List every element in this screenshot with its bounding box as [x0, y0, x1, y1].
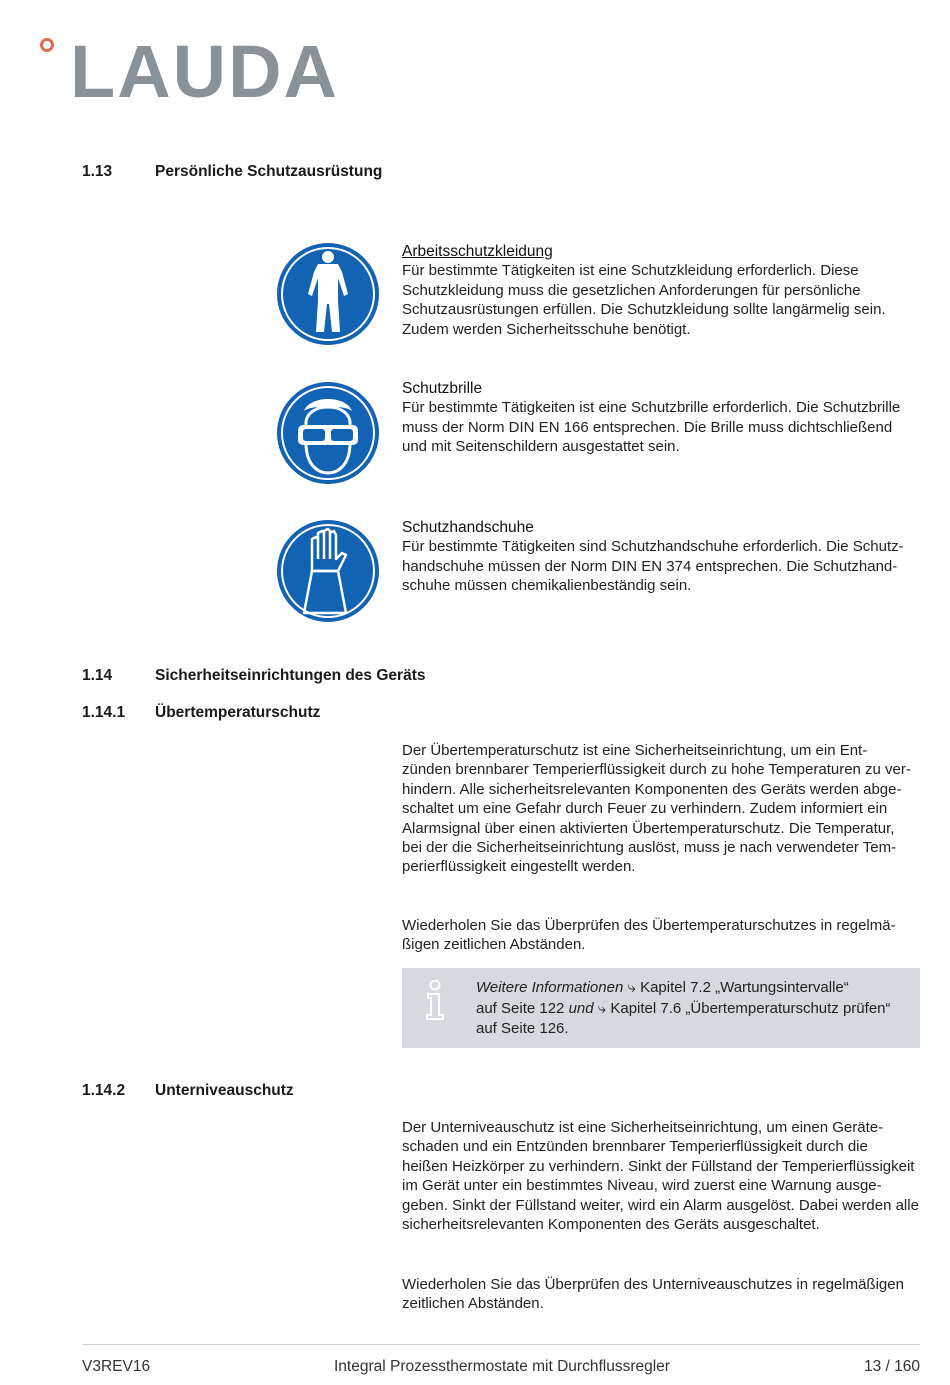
section-title: Sicherheitseinrichtungen des Geräts — [155, 667, 426, 684]
section-title: Persönliche Schutzausrüstung — [155, 163, 383, 180]
text-line: Für bestimmte Tätigkeiten ist eine Schutzbrille erforderlich. Die Schutzbrille — [402, 399, 901, 417]
info-icon — [422, 980, 448, 1020]
note-lead: Weitere Informationen — [476, 979, 624, 996]
info-note — [402, 968, 920, 1048]
text-line: Wiederholen Sie das Überprüfen des Übertemperaturschutzes in regelmä- — [402, 917, 896, 934]
text-line: schaden und ein Entzünden brennbarer Temperierflüssigkeit durch die — [402, 1138, 868, 1156]
text-line: schuhe müssen chemikalienbeständig sein. — [402, 577, 692, 595]
link-arrow-icon: ⤷ — [597, 999, 607, 1017]
footer-document-title: Integral Prozessthermostate mit Durchflussregler — [334, 1358, 670, 1375]
text-line: Wiederholen Sie das Überprüfen des Unterniveauschutzes in regelmäßigen — [402, 1276, 904, 1293]
ppe-description — [402, 398, 932, 456]
text-line: Zudem werden Sicherheitsschuhe benötigt. — [402, 320, 691, 338]
section-number: 1.13 — [82, 163, 113, 180]
note-conjunction: und — [568, 999, 594, 1017]
page-reference[interactable]: auf Seite 122 — [476, 999, 565, 1017]
text-line: Der Übertemperaturschutz ist eine Sicherheitseinrichtung, um ein Ent- — [402, 742, 868, 759]
logo-text: LAUDA — [70, 30, 339, 113]
text-line: und mit Seitenschildern ausgestattet sein. — [402, 438, 680, 456]
text-line: hindern. Alle sicherheitsrelevanten Komponenten des Geräts werden abge- — [402, 780, 902, 798]
text-line: ßigen zeitlichen Abständen. — [402, 936, 586, 954]
text-line: bei der die Sicherheitseinrichtung auslöst, muss je nach verwendeter Tem- — [402, 839, 897, 857]
low-level-check-paragraph — [402, 1275, 922, 1314]
section-number: 1.14.1 — [82, 704, 126, 721]
protective-gloves-icon — [276, 519, 380, 623]
section-number: 1.14 — [82, 667, 113, 684]
text-line: zeitlichen Abständen. — [402, 1295, 544, 1313]
page-reference[interactable]: auf Seite 126. — [476, 1020, 569, 1038]
footer-version: V3REV16 — [82, 1358, 151, 1375]
safety-goggles-icon — [276, 381, 380, 485]
ppe-description — [402, 261, 932, 339]
text-line: Der Unterniveauschutz ist eine Sicherheitseinrichtung, um einen Geräte- — [402, 1119, 884, 1136]
overtemp-paragraph — [402, 741, 922, 877]
chapter-link-7-2[interactable]: Kapitel 7.2 „Wartungsintervalle“ — [640, 979, 849, 996]
text-line: muss der Norm DIN EN 166 entsprechen. Die Brille muss dichtschließend — [402, 418, 893, 436]
section-title: Unterniveauschutz — [155, 1082, 294, 1099]
ppe-item-gloves — [402, 518, 932, 596]
chapter-link-7-6[interactable]: Kapitel 7.6 „Übertemperaturschutz prüfen“ — [610, 999, 891, 1017]
text-line: schaltet um eine Gefahr durch Feuer zu verhindern. Zudem informiert ein — [402, 800, 888, 818]
ppe-title: Schutzbrille — [402, 380, 483, 397]
protective-clothing-icon — [276, 242, 380, 346]
link-arrow-icon: ⤷ — [627, 979, 636, 996]
ppe-description — [402, 537, 932, 595]
text-line: Alarmsignal über einen aktivierten Übertemperaturschutz. Die Temperatur, — [402, 819, 895, 837]
ppe-title: Schutzhandschuhe — [402, 519, 534, 536]
text-line: sicherheitsrelevanten Komponenten des Geräts ausgeschaltet. — [402, 1216, 820, 1234]
overtemp-check-paragraph — [402, 916, 922, 955]
low-level-paragraph — [402, 1118, 922, 1234]
lauda-logo — [38, 30, 348, 113]
ppe-item-goggles — [402, 379, 932, 457]
info-note-text — [476, 978, 916, 1040]
text-line: handschuhe müssen der Norm DIN EN 374 entsprechen. Die Schutzhand- — [402, 557, 898, 575]
text-line: perierflüssigkeit eingestellt werden. — [402, 858, 636, 876]
logo-ring-icon — [40, 38, 54, 52]
text-line: zünden brennbarer Temperierflüssigkeit durch zu hohe Temperaturen zu ver- — [402, 761, 911, 779]
text-line: Für bestimmte Tätigkeiten ist eine Schutzkleidung erforderlich. Diese — [402, 262, 859, 280]
text-line: Schutzkleidung muss die gesetzlichen Anforderungen für persönliche — [402, 281, 861, 299]
text-line: heißen Heizkörper zu verhindern. Sinkt der Füllstand der Temperierflüssigkeit — [402, 1157, 915, 1175]
ppe-item-clothing — [402, 242, 932, 339]
section-title: Übertemperaturschutz — [155, 704, 321, 721]
section-number: 1.14.2 — [82, 1082, 126, 1099]
text-line: geben. Sinkt der Füllstand weiter, wird ein Alarm ausgelöst. Dabei werden alle — [402, 1196, 919, 1214]
text-line: Für bestimmte Tätigkeiten sind Schutzhandschuhe erforderlich. Die Schutz- — [402, 538, 904, 556]
text-line: Schutzausrüstungen erfüllen. Die Schutzkleidung sollte langärmelig sein. — [402, 301, 886, 319]
text-line: im Gerät unter ein bestimmtes Niveau, wird zuerst eine Warnung ausge- — [402, 1177, 882, 1195]
ppe-title: Arbeitsschutzkleidung — [402, 243, 553, 260]
footer-divider — [82, 1344, 920, 1345]
footer-page-number: 13 / 160 — [863, 1358, 920, 1375]
